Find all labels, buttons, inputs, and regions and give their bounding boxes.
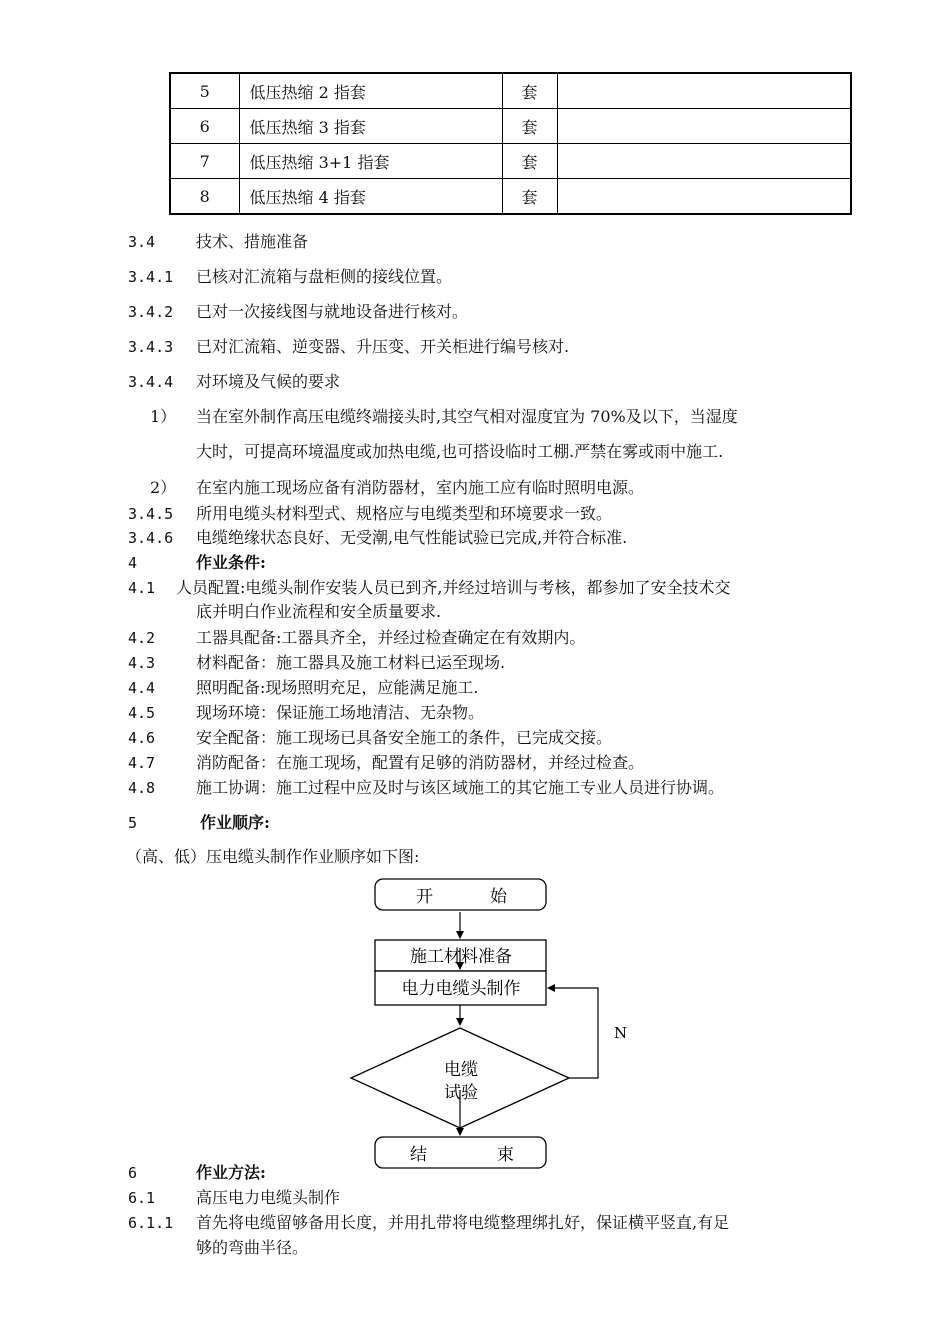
unit: 套 <box>502 144 557 179</box>
list-item: 在室内施工现场应备有消防器材，室内施工应有临时照明电源。 <box>196 478 645 497</box>
section-number: 3.4.1 <box>128 268 174 286</box>
section-number: 3.4.3 <box>128 338 174 356</box>
section-number: 3.4.5 <box>128 505 174 523</box>
section-heading: 作业顺序: <box>200 813 270 832</box>
section-number: 5 <box>128 814 138 832</box>
section-number: 6 <box>128 1164 138 1182</box>
paragraph: 施工协调：施工过程中应及时与该区域施工的其它施工专业人员进行协调。 <box>196 778 725 797</box>
section-number: 3.4.6 <box>128 529 174 547</box>
start-label-a: 开 <box>416 887 433 907</box>
paragraph: 所用电缆头材料型式、规格应与电缆类型和环境要求一致。 <box>196 504 613 523</box>
end-label-a: 结 <box>410 1145 427 1165</box>
material-name: 低压热缩 3 指套 <box>239 109 502 144</box>
paragraph-continued: 底并明白作业流程和安全质量要求. <box>196 602 442 621</box>
row-number: 5 <box>170 73 239 109</box>
end-node <box>375 1137 546 1168</box>
section-heading: 作业方法: <box>196 1163 266 1182</box>
material-name: 低压热缩 4 指套 <box>239 179 502 215</box>
decision-label-1: 电缆 <box>444 1060 478 1080</box>
paragraph: 已对一次接线图与就地设备进行核对。 <box>196 302 469 321</box>
step-cable-head-label: 电力电缆头制作 <box>401 979 521 999</box>
paragraph: 已核对汇流箱与盘柜侧的接线位置。 <box>196 267 453 286</box>
paragraph: 消防配备：在施工现场，配置有足够的消防器材，并经过检查。 <box>196 753 645 772</box>
step-material-prep-label: 施工材料准备 <box>410 947 512 967</box>
unit: 套 <box>502 109 557 144</box>
material-name: 低压热缩 2 指套 <box>239 73 502 109</box>
section-number: 4.8 <box>128 779 156 797</box>
unit: 套 <box>502 179 557 215</box>
no-branch-label: N <box>614 1024 628 1042</box>
paragraph: 对环境及气候的要求 <box>196 372 341 391</box>
paragraph: 照明配备:现场照明充足，应能满足施工. <box>196 678 479 697</box>
paragraph: 已对汇流箱、逆变器、升压变、开关柜进行编号核对. <box>196 337 570 356</box>
section-number: 4.1 <box>128 579 156 597</box>
paragraph: 现场环境：保证施工场地清洁、无杂物。 <box>196 703 485 722</box>
section-number: 6.1 <box>128 1189 156 1207</box>
section-number: 4.6 <box>128 729 156 747</box>
flow-intro: （高、低）压电缆头制作作业顺序如下图: <box>126 847 420 866</box>
list-item-continued: 大时，可提高环境温度或加热电缆,也可搭设临时工棚.严禁在雾或雨中施工. <box>196 442 724 461</box>
row-number: 7 <box>170 144 239 179</box>
end-label-b: 束 <box>497 1145 514 1165</box>
unit: 套 <box>502 73 557 109</box>
section-number: 4.4 <box>128 679 156 697</box>
list-item: 当在室外制作高压电缆终端接头时,其空气相对湿度宜为 70%及以下，当湿度 <box>196 407 738 426</box>
section-number: 3.4 <box>128 233 156 251</box>
section-number: 4.5 <box>128 704 156 722</box>
start-label-b: 始 <box>490 887 507 907</box>
paragraph-continued: 够的弯曲半径。 <box>196 1238 309 1257</box>
section-number: 4 <box>128 554 138 572</box>
row-number: 6 <box>170 109 239 144</box>
material-name: 低压热缩 3+1 指套 <box>239 144 502 179</box>
paragraph: 工器具配备:工器具齐全，并经过检查确定在有效期内。 <box>196 628 586 647</box>
start-node <box>375 879 546 910</box>
row-number: 8 <box>170 179 239 215</box>
section-number: 3.4.2 <box>128 303 174 321</box>
paragraph: 人员配置:电缆头制作安装人员已到齐,并经过培训与考核，都参加了安全技术交 <box>176 578 731 597</box>
paragraph: 材料配备：施工器具及施工材料已运至现场. <box>196 653 506 672</box>
section-number: 4.7 <box>128 754 156 772</box>
paragraph: 首先将电缆留够备用长度，并用扎带将电缆整理绑扎好，保证横平竖直,有足 <box>196 1213 730 1232</box>
list-number: 2） <box>150 478 177 497</box>
paragraph: 高压电力电缆头制作 <box>196 1188 341 1207</box>
paragraph: 安全配备：施工现场已具备安全施工的条件，已完成交接。 <box>196 728 613 747</box>
section-number: 4.2 <box>128 629 156 647</box>
section-number: 6.1.1 <box>128 1214 174 1232</box>
section-number: 3.4.4 <box>128 373 174 391</box>
section-number: 4.3 <box>128 654 156 672</box>
paragraph: 电缆绝缘状态良好、无受潮,电气性能试验已完成,并符合标准. <box>196 528 628 547</box>
decision-label-2: 试验 <box>444 1083 478 1103</box>
section-heading: 技术、措施准备 <box>196 232 309 251</box>
list-number: 1） <box>150 407 177 426</box>
loop-back-arrow <box>548 988 598 1078</box>
section-heading: 作业条件: <box>196 553 266 572</box>
